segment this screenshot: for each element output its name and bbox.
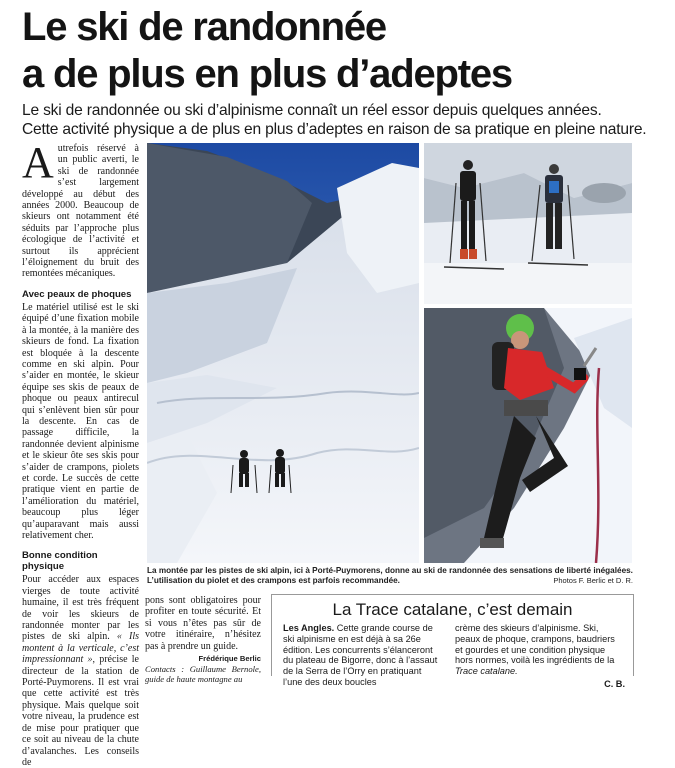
- article-column-continued: [145, 595, 261, 684]
- drop-cap: A: [22, 138, 54, 187]
- quote-director: « Ils montent à la verticale, c’est impressionnant »: [22, 631, 139, 666]
- lead-line-2: Cette activité physique a de plus en plus d’adeptes en raison de sa pratique en pleine nature.: [22, 121, 647, 138]
- photo-ice-climber: [424, 308, 632, 563]
- paragraph-continued: pons sont obligatoires pour profiter en toute sécurité. Et si vous n’êtes pas sûr de votre itinéraire, n’hésitez pas à prendre un guide.: [145, 595, 261, 652]
- article-column-left: [22, 138, 139, 768]
- sidebox-italic-title: Trace catalane.: [455, 666, 518, 677]
- paragraph-materiel: Le matériel utilisé est le ski équipé d’une fixation mobile à la montée, à la manière des skieurs de fond. La fixation est bloquée à la descente comme en ski alpin. Pour s’aider en montée, le skieur équipe ses skis de peaux de phoque ou peaux antirecul qui s’enlèvent bien sûr pour la descente. En cas de passage difficile, la randonnée devient alpinisme et le skieur ôte ses skis pour s’aider de crampons, piolets et corde. Le succès de cette pratique vient en partie de l’amélioration du matériel, beaucoup plus léger qu’auparavant mais aussi relativement cher.: [22, 301, 139, 541]
- sidebox-col1-text: Cette grande course de ski alpinisme en est déjà à sa 26e édition. Les concurrents s’élanceront du plateau de Bigorre, donc à l’assaut de la Serra de l’Orry en pratiquant l’une des deux boucles: [283, 623, 438, 687]
- contacts-line: Contacts : Guillaume Bernole, guide de haute montagne au: [145, 664, 261, 685]
- paragraph-condition: [22, 574, 139, 768]
- subheading-condition: Bonne condition physique: [22, 550, 98, 573]
- paragraph-condition-a: Pour accéder aux espaces vierges de toute activité humaine, il est très fréquent de voir les skieurs de randonnée monter par les pistes de ski alpin.: [22, 574, 139, 643]
- ski-ascent-illustration: [147, 143, 419, 563]
- sidebox-title: La Trace catalane, c’est demain: [332, 600, 573, 619]
- intro-paragraph: [22, 138, 139, 280]
- caption-line-1: La montée par les pistes de ski alpin, ici à Porté-Puymorens, donne au ski de randonnée des sensations de liberté inégalées.: [147, 566, 633, 575]
- paragraph-condition-b: , précise le directeur de la station de Porté-Puymorens. Il est vrai que cette activité est très physique. Mais quelque soit votre niveau, la prudence est de mise pour pratiquer que ce soit au niveau de la chute d’avalanches. Les conseils de: [22, 654, 139, 768]
- headline: [22, 4, 662, 98]
- sidebox-col2-text: crème des skieurs d’alpinisme. Ski, peaux de phoque, crampons, baudriers et gourdes et une condition physique hors normes, voilà les ingrédients de la: [455, 623, 615, 666]
- lead-paragraph: [22, 101, 667, 139]
- photo-credit: Photos F. Berlic et D. R.: [553, 576, 633, 585]
- headline-line-1: Le ski de randonnée: [22, 5, 386, 49]
- ice-climber-illustration: [424, 308, 632, 563]
- two-skiers-illustration: [424, 143, 632, 304]
- subheading-peaux: Avec peaux de phoques: [22, 288, 132, 300]
- sidebox-place: Les Angles.: [283, 623, 335, 633]
- sidebox-column-1: [283, 623, 443, 688]
- lead-line-1: Le ski de randonnée ou ski d’alpinisme connaît un réel essor depuis quelques années.: [22, 102, 602, 119]
- sidebox-signoff: C. B.: [604, 678, 625, 689]
- caption-line-2: L’utilisation du piolet et des crampons est parfois recommandée.: [147, 576, 400, 585]
- sidebox-column-2: [455, 623, 625, 690]
- intro-text: utrefois réservé à un public averti, le ski de randonnée s’est largement développé au début des années 2000. Beaucoup de skieurs ont notamment été séduits par l’approche plus écologique de l’activité et surtout ils apprécient l’éloignement du bruit des remontées mécaniques.: [22, 143, 139, 280]
- photo-two-skiers: [424, 143, 632, 304]
- photo-ski-ascent: [147, 143, 419, 563]
- headline-line-2: a de plus en plus d’adeptes: [22, 52, 512, 96]
- author-signature: Frédérique Berlic: [198, 654, 261, 664]
- photo-caption: [147, 566, 633, 586]
